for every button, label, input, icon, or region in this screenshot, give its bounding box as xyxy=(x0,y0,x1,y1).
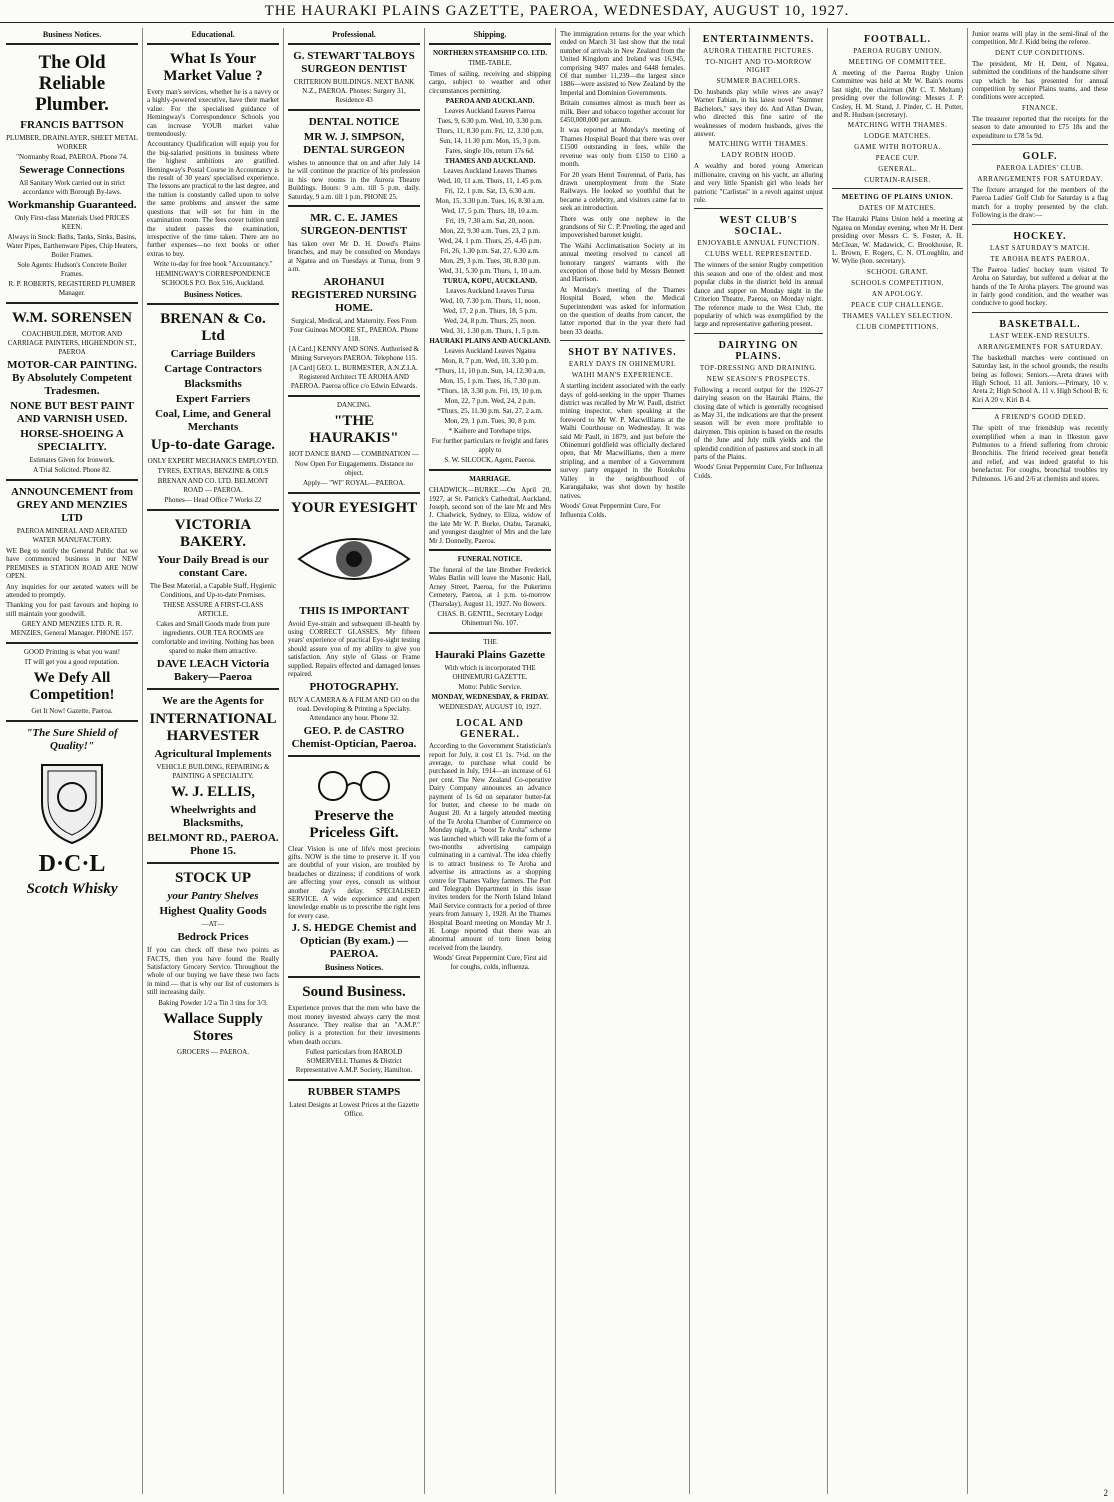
finance-body: The treasurer reported that the receipts for the season to date amounted to £75 18s and the expenditure to £78 5s 9d. xyxy=(972,114,1108,140)
workmanship: Workmanship Guaranteed. xyxy=(7,199,137,211)
hp-row: *Thurs, 11, 10 p.m. Sun, 14, 12.30 a.m. xyxy=(434,367,546,376)
james: MR. C. E. JAMES SURGEON-DENTIST xyxy=(300,212,408,238)
timetable: TIME-TABLE. xyxy=(468,59,512,67)
lady-body: A wealthy and bored young American millionaire, craving on his yacht, an alluring and very little Spanish girl who leads her patriotic "Carlistas" in a revolt against unjust rule. xyxy=(694,162,823,205)
hp-row: * Kaihere and Torehape trips. xyxy=(448,427,532,436)
the-label: THE xyxy=(483,638,497,647)
henri: For 20 years Henri Tourennal, of Paris, has drawn unemployment from the State Railways. He looked so youthful that he became a celebrity, and visitors came far to seek an introduction. xyxy=(560,170,685,213)
section-header: Shipping. xyxy=(473,30,507,39)
turua-row: Wed, 17, 2 p.m. Thurs, 18, 5 p.m. xyxy=(443,307,537,316)
section-header: Business Notices. xyxy=(183,290,243,300)
these-assure: THESE ASSURE A FIRST-CLASS ARTICLE. xyxy=(162,601,264,619)
plumber-address: "Normanby Road, PAEROA. Phone 74. xyxy=(16,153,128,161)
hot-dance: HOT DANCE BAND — COMBINATION — xyxy=(289,449,419,458)
hp-row: Mon, 8, 7 p.m. Wed, 10, 3.30 p.m. xyxy=(441,357,539,366)
camera: BUY A CAMERA & A FILM AND GO on the road. Developing & Printing a Specialty. Attendance any hour. Phone 32. xyxy=(288,695,420,722)
photography: PHOTOGRAPHY. xyxy=(309,680,399,693)
turua-row: Leaves Auckland Leaves Turua xyxy=(445,287,535,296)
roberts: R. P. ROBERTS, REGISTERED PLUMBER Manager. xyxy=(8,280,136,297)
good-printing: GOOD Printing is what you want! xyxy=(23,648,121,657)
peace-challenge: PEACE CUP CHALLENGE. xyxy=(851,300,944,309)
leach: DAVE LEACH Victoria Bakery—Paeroa xyxy=(156,658,270,684)
ta-row: Fri, 12, 1 p.m. Sat, 13, 6.30 a.m. xyxy=(444,187,536,196)
sewerage-heading: Sewerage Connections xyxy=(19,164,125,176)
column-4 xyxy=(425,28,556,1494)
last-saturday: LAST SATURDAY'S MATCH. xyxy=(990,243,1090,252)
we-beg: WE Beg to notify the General Public that we have commenced business in our NEW PREMISES in STATION ROAD ARE NOW OPEN. xyxy=(6,547,138,581)
grocers: GROCERS — PAEROA. xyxy=(177,1047,249,1056)
only-expert: ONLY EXPERT MECHANICS EMPLOYED. xyxy=(147,457,279,466)
ta-row: Mon, 22, 9.30 a.m. Tues, 23, 2 p.m. xyxy=(440,227,540,236)
james-body: has taken over Mr D. H. Dowd's Plains branches, and may be consulted on Mondays at Ngatea and on Tuesdays at Turua, from 9 a.m. xyxy=(288,240,420,274)
dent-cup: DENT CUP CONDITIONS. xyxy=(995,48,1085,57)
date: WEDNESDAY, AUGUST 10, 1927. xyxy=(438,703,542,712)
peppermint: Woods' Great Peppermint Cure, For Influenza Colds. xyxy=(694,463,823,481)
summer-bachelors: SUMMER BACHELORS. xyxy=(716,77,801,85)
somervell: Fullest particulars from HAROLD SOMERVELL Thames & District Representative A.M.P. Society, Hamilton. xyxy=(295,1048,413,1075)
important-body: Avoid Eye-strain and subsequent ill-health by using CORRECT GLASSES. My fifteen years' experience of practical Eye-sight testing should assure you of my ability to give you satisfaction. Any style of Glass or Frame supplied. Repairs effected and damaged lenses repaired. xyxy=(288,619,420,679)
peace: PEACE CUP. xyxy=(875,154,920,163)
dates: DATES OF MATCHES. xyxy=(858,204,937,213)
rotorua: GAME WITH ROTORUA. xyxy=(854,143,941,152)
brenan-title: BRENAN & Co. Ltd xyxy=(160,311,266,345)
wallace: Wallace Supply Stores xyxy=(163,1010,263,1044)
masthead: THE HAURAKI PLAINS GAZETTE, PAEROA, WEDNESDAY, AUGUST 10, 1927. xyxy=(0,0,1114,23)
plumber-name: FRANCIS BATTSON xyxy=(20,119,124,131)
ta-row: Wed, 10, 11 a.m. Thurs, 11, 1.45 p.m. xyxy=(437,177,543,186)
club-competitions: CLUB COMPETITIONS. xyxy=(856,322,939,331)
further: For further particulars re freight and fares apply to xyxy=(431,437,549,455)
hp-row: Mon, 22, 7 p.m. Wed, 24, 2 p.m. xyxy=(444,397,536,406)
britain: Britain consumes almost as much beer as milk. Beer and tobacco together account for £450,000,000 per annum. xyxy=(560,99,685,125)
dcl-logo: D·C·L xyxy=(38,851,106,878)
sound-business: Sound Business. xyxy=(302,984,406,1001)
golf: GOLF. xyxy=(1022,151,1058,163)
page-number: 2 xyxy=(1103,1488,1108,1498)
talboys: G. STEWART TALBOYS SURGEON DENTIST xyxy=(293,50,415,75)
pa-row: Fares, single 10s, return 17s 6d. xyxy=(445,147,535,156)
funeral: FUNERAL NOTICE. xyxy=(457,555,523,564)
ta-head: THAMES AND AUCKLAND. xyxy=(444,157,536,166)
bedrock: Bedrock Prices xyxy=(177,931,249,944)
section-header: Business Notices. xyxy=(42,30,102,39)
at-label: —AT— xyxy=(201,920,225,929)
brenan-phones: Phones— Head Office 7 Works 22 xyxy=(164,496,262,505)
enjoyable: ENJOYABLE ANNUAL FUNCTION. xyxy=(697,239,820,248)
trial: A Trial Solicited. Phone 82. xyxy=(33,466,111,474)
motorcar: MOTOR-CAR PAINTING. By Absolutely Competent Tradesmen. xyxy=(7,359,137,397)
weekend-results: LAST WEEK-END RESULTS. xyxy=(989,331,1091,340)
arohanui-body: Surgical, Medical, and Maternity. Fees From Four Guineas MOORE ST., PAEROA. Phone 118. xyxy=(290,316,418,343)
hedge: J. S. HEDGE Chemist and Optician (By exam.) — PAEROA. xyxy=(291,922,417,961)
hp-head: HAURAKI PLAINS AND AUCKLAND. xyxy=(429,337,551,346)
marriage: MARRIAGE. xyxy=(469,475,511,484)
estimates: Estimates Given for Ironwork. xyxy=(29,456,115,464)
hockey-body: The Paeroa ladies' hockey team visited Te Aroha on Saturday, but suffered a defeat at the hands of the Te Aroha players. The ground was in fairly good condition, and the weather was conducive to good hockey. xyxy=(972,265,1108,308)
vehicle-building: VEHICLE BUILDING, REPAIRING & PAINTING A SPECIALITY. xyxy=(156,763,270,781)
plumber-title: The Old Reliable Plumber. xyxy=(35,52,109,115)
turua-row: Wed, 24, 8 p.m. Thurs, 25, noon. xyxy=(443,317,537,326)
basketball: BASKETBALL. xyxy=(999,318,1081,330)
hp-row: Mon, 15, 1 p.m. Tues, 16, 7.30 p.m. xyxy=(439,377,541,386)
gazette-title: Hauraki Plains Gazette xyxy=(435,649,545,662)
friend-deed: A FRIEND'S GOOD DEED. xyxy=(994,413,1086,422)
ta-row: Wed, 31, 5.30 p.m. Thurs, 1, 10 a.m. xyxy=(438,267,542,276)
general: GENERAL. xyxy=(878,165,917,174)
tonight: TO-NIGHT AND TO-MORROW NIGHT xyxy=(705,58,812,74)
rubber-body: Latest Designs at Lowest Prices at the Gazette Office. xyxy=(289,1101,419,1119)
thanking: Thanking you for past favours and hoping to still maintain your goodwill. xyxy=(6,601,138,618)
ta-row: Fri, 19, 7.30 a.m. Sat, 20, noon. xyxy=(445,217,535,226)
get-it-now: Get It Now! Gazette, Paeroa. xyxy=(31,707,113,716)
lodge: LODGE MATCHES. xyxy=(864,132,931,141)
shot-body: A startling incident associated with the early days of gold-seeking in the upper Thames district was recalled by Mr W. Paull, district mining inspector, when speaking at the foreword to Mr W. P. Macwilliams at the Waihi Courthouse on Wednesday. It was said Mr Paull, in 1879, and just before the Ohinemuri goldfield was officially declared open, that Mr Macwilliams, then a mere stripling, and a member of a Government survey party engaged in the Rotokohu Valley in the neighbourhood of Karangahake, was shot down by hostile natives. xyxy=(560,382,685,500)
committee-body: A meeting of the Paeroa Rugby Union Committee was held at Mr W. Bain's rooms last night, the chairman (Mr C. T. Meltam) presiding over the following: Messrs J. P. Cosley, H. M. Stand, J. Pinder, C. H. Potter, and R. Hudson (secretary). xyxy=(832,69,963,120)
aurora: AURORA THEATRE PICTURES. xyxy=(703,47,814,55)
pantry: your Pantry Shelves xyxy=(167,890,259,903)
pa-head: PAEROA AND AUCKLAND. xyxy=(445,97,535,106)
dairying: DAIRYING ON PLAINS. xyxy=(718,339,799,362)
entertainments: ENTERTAINMENTS. xyxy=(702,34,815,45)
dancing: DANCING. xyxy=(336,400,372,409)
gentil: CHAS. B. GENTIL, Secretary Lodge Ohinemuri No. 107. xyxy=(437,610,543,628)
arrangements-saturday: ARRANGEMENTS FOR SATURDAY. xyxy=(977,342,1103,351)
cakes: Cakes and Small Goods made from pure ingredients. OUR TEA ROOMS are comfortable and inviting. Nothing has been spared to make them attractive. xyxy=(152,620,274,656)
shot-by-natives: SHOT BY NATIVES. xyxy=(568,347,677,359)
pa-row: Tues, 9, 6.30 p.m. Wed, 10, 3.30 p.m. xyxy=(437,117,543,126)
apology: AN APOLOGY. xyxy=(871,289,924,298)
ta-row: Mon, 15, 3.30 p.m. Tues, 16, 8.30 a.m. xyxy=(435,197,545,206)
nephew: There was only one nephew in the grandsons of Sir C. P. Preeling, the aged and impoverished baronet knight. xyxy=(560,214,685,240)
ta-row: Fri, 26, 1.30 p.m. Sat, 27, 6.30 a.m. xyxy=(440,247,540,256)
steamship: NORTHERN STEAMSHIP CO. LTD. xyxy=(432,49,548,57)
sewerage-body: All Sanitary Work carried out in strict accordance with Borough By-laws. xyxy=(19,179,125,196)
ta-row: Wed, 24, 1 p.m. Thurs, 25, 4.45 p.m. xyxy=(438,237,542,246)
important: THIS IS IMPORTANT xyxy=(299,604,409,617)
card-burmester: [A Card] GEO. L. BURMESTER, A.N.Z.I.A. Registered Architect TE AROHA AND PAEROA. Paeroa office c/o Edwin Edwards. xyxy=(290,363,418,390)
pa-row: Sun, 14, 11.30 p.m. Mon, 15, 3 p.m. xyxy=(439,137,541,146)
dental-notice: DENTAL NOTICE xyxy=(308,116,400,128)
stock: Always in Stock: Baths, Tanks, Sinks, Basins, Water Pipes, Earthenware Pipes, Chip Heaters, Boiler Frames. xyxy=(6,233,138,259)
early-days: EARLY DAYS IN OHINEMURI. xyxy=(568,360,677,369)
friend-body: The spirit of true friendship was recently exemplified when a man in Ilkeston gave Pulmonos to a friend suffering from chronic Bronchitis. The friend received great benefit and relief, and was indeed grateful to his benefactor. For coughs, bronchial troubles try Pulmonos. 1/6 and 2/6 at chemists and stores. xyxy=(972,424,1108,483)
plains-union: MEETING OF PLAINS UNION. xyxy=(841,193,954,202)
turua-head: TURUA, KOPU, AUCKLAND. xyxy=(443,277,537,286)
defy-competition: We Defy All Competition! xyxy=(29,670,115,704)
shield-emblem-icon xyxy=(32,757,112,847)
te-aroha-beats: TE AROHA BEATS PAEROA. xyxy=(990,254,1090,263)
sorensen-trade: COACHBUILDER, MOTOR AND CARRIAGE PAINTERS, HIGHENDON ST., PAEROA xyxy=(7,330,137,356)
highest-quality: Highest Quality Goods xyxy=(159,905,267,918)
sure-shield: "The Sure Shield of Quality!" xyxy=(26,727,118,753)
column-3 xyxy=(284,28,425,1494)
hockey: HOCKEY. xyxy=(1013,230,1067,242)
new-season: NEW SEASON'S PROSPECTS. xyxy=(706,374,811,383)
international-harvester: INTERNATIONAL HARVESTER xyxy=(149,711,277,745)
victoria-bakery: VICTORIA BAKERY. xyxy=(174,517,252,551)
sole-agents: Sole Agents: Hudson's Concrete Boiler Frames. xyxy=(17,261,127,278)
west-club: WEST CLUB'S SOCIAL. xyxy=(719,215,798,238)
ellis: W. J. ELLIS, xyxy=(170,784,256,801)
none-but: NONE BUT BEST PAINT AND VARNISH USED. xyxy=(10,400,134,425)
eyesight: YOUR EYESIGHT xyxy=(290,499,418,516)
inquiries: Any inquiries for our aerated waters will be attended to promptly. xyxy=(6,582,138,600)
wheelwrights: Wheelwrights and Blacksmiths, xyxy=(170,804,256,830)
dent-body: The president, Mr H. Dent, of Ngatea, submitted the conditions of the handsome silver cup which he has presented for annual competition by senior Plains teams, and these conditions were accepted. xyxy=(972,59,1108,102)
prices: Only First-class Materials Used PRICES KEEN. xyxy=(14,214,130,231)
pa-row: Leaves Auckland Leaves Paeroa xyxy=(444,107,536,116)
hp-row: *Thurs, 25, 11.30 p.m. Sat, 27, 2 a.m. xyxy=(437,407,543,416)
preserve-body: Clear Vision is one of life's most precious gifts. NOW is the time to preserve it. If you are doubtful of your vision, are troubled by headaches or dizziness; if conditions of work are affecting your eyes, consult us without another day's delay. SPECIALISED SERVICE. A wide experience and expert knowledge enable us to prescribe the right lens for every case. xyxy=(288,844,420,920)
mineral-water: PAEROA MINERAL AND AERATED WATER MANUFACTORY. xyxy=(16,527,128,544)
arrangements: ARRANGEMENTS FOR SATURDAY. xyxy=(977,175,1103,184)
apply-royal: Apply— "WI" ROYAL—PAEROA. xyxy=(302,478,406,487)
local-general: LOCAL AND GENERAL. xyxy=(456,718,524,741)
junior: Junior teams will play in the semi-final of the competition, Mr J. Kidd being the referee. xyxy=(972,30,1108,47)
column-7 xyxy=(828,28,968,1494)
arohanui: AROHANUI REGISTERED NURSING HOME. xyxy=(291,275,417,314)
write-today: Write to-day for free book "Accountancy." xyxy=(153,260,273,269)
column-5 xyxy=(556,28,690,1494)
criterion: CRITERION BUILDINGS. NEXT BANK N.Z., PAEROA. Phones: Surgery 31, Residence 43 xyxy=(293,78,415,104)
social-body: The winners of the senior Rugby competition this season and one of the oldest and most popular clubs in the district held its annual dance and supper on Monday night in the Criterion Theatre, Paeroa, on Monday night. The reference made to the West Club, the popularity of which was exemplified by the large and representative gathering present. xyxy=(694,261,823,329)
castro: GEO. P. de CASTRO Chemist-Optician, Paeroa. xyxy=(291,724,417,750)
top-dressing: TOP-DRESSING AND DRAINING. xyxy=(699,363,818,372)
peppermint: Woods' Great Peppermint Cure, First aid for coughs, colds, influenza. xyxy=(433,954,547,972)
brenan-item: Coal, Lime, and General Merchants xyxy=(155,408,271,434)
natching: MATCHING WITH THAMES. xyxy=(708,140,809,149)
school-grant: SCHOOL GRANT. xyxy=(866,267,929,276)
brenan-address: BRENAN AND CO. LTD. BELMONT ROAD — PAEROA. xyxy=(157,477,269,495)
waihi-experience: WAIHI MAN'S EXPERIENCE. xyxy=(571,371,674,380)
simpson: MR W. J. SIMPSON, DENTAL SURGEON xyxy=(303,131,405,156)
curtain: CURTAIN-RAISER. xyxy=(864,176,931,185)
pa-row: Thurs, 11, 8.30 p.m. Fri, 12, 3.30 p.m. xyxy=(436,127,544,136)
simpson-body: wishes to announce that on and after July 14 he will continue the practice of his profession in his new rooms in the Aurora Theatre Buildings. Hours: 9 a.m. till 5 p.m. daily. Saturday, 9 a.m. till 1 p.m. PHONE 25. xyxy=(288,159,420,201)
summer-body: Do husbands play while wives are away? Warner Fabian, in his latest novel "Summer Bachelors," says they do. And Allan Dwan, who directed this fine satire of the weaknesses of modern husbands, gives the answer. xyxy=(694,88,823,139)
preserve: Preserve the Priceless Gift. xyxy=(309,807,399,841)
baking-powder: Baking Powder 1/2 a Tin 3 tins for 3/3. xyxy=(158,998,268,1007)
turua-row: Wed, 31, 1.30 p.m. Thurs, 1, 5 p.m. xyxy=(440,327,540,336)
peppermint: Woods' Great Peppermint Cure, For Influenza Colds. xyxy=(560,501,661,519)
grey-menzies-signoff: GREY AND MENZIES LTD. R. R. MENZIES, General Manager. PHONE 157. xyxy=(10,620,134,638)
accountancy-body: Accountancy Qualification will equip you for the big-salaried positions in business where the highest ambitions are gratified. Hemingway's Postal Course in Accountancy is the result of 30 years' specialised experience. The lessons are practical to the last degree, and the tuition is constantly called upon to solve the same problems and answer the same questions that will set for him in the examination room. The fees cover tuition until the student passes the examination, irrespective of the time taken. There are no further expenses—no text books or other extras to buy. xyxy=(147,140,279,258)
check-facts: If you can check off these two points as FACTS, then you have found the Really Satisfactory Grocery Service. Throughout the whole of our buying we have these two facts in mind — that is why our list of customers is still increasing daily. xyxy=(147,946,279,997)
brenan-item: Cartage Contractors xyxy=(164,363,262,376)
ta-row: Wed, 17, 5 p.m. Thurs, 18, 10 a.m. xyxy=(441,207,539,216)
announcement: ANNOUNCEMENT from GREY AND MENZIES LTD xyxy=(10,486,134,524)
good-reputation: IT will get you a good reputation. xyxy=(24,658,120,667)
market-body: Every man's services, whether he is a navvy or a highly-powered executive, have their market value. For the specialised guidance of Hemingway's Correspondence Schools you can increase YOUR market value tremendously. xyxy=(147,88,279,139)
silcock: S. W. SILCOCK, Agent, Paeroa. xyxy=(444,456,536,465)
hemingway: HEMINGWAY'S CORRESPONDENCE SCHOOLS P.O. Box 516, Auckland. xyxy=(155,270,271,288)
garage: Up-to-date Garage. xyxy=(150,437,276,454)
football: FOOTBALL. xyxy=(863,34,932,45)
valley-selection: THAMES VALLEY SELECTION. xyxy=(842,311,953,320)
paeroa-rugby: PAEROA RUGBY UNION. xyxy=(853,47,942,55)
ladies-club: PAEROA LADIES' CLUB. xyxy=(996,164,1084,173)
haurakis: "THE HAURAKIS" xyxy=(309,412,399,446)
best-material: The Best Material, a Capable Staff, Hygienic Conditions, and Up-to-date Premises. xyxy=(149,582,277,600)
brenan-item: Carriage Builders xyxy=(170,348,256,361)
hp-row: *Thurs, 18, 3.30 p.m. Fri, 19, 10 p.m. xyxy=(437,387,543,396)
spectacles-icon xyxy=(309,764,399,804)
belmont: BELMONT RD., PAEROA. Phone 15. xyxy=(147,832,279,858)
ta-row: Leaves Auckland Leaves Thames xyxy=(443,167,537,176)
column-6 xyxy=(690,28,828,1494)
local-body: According to the Government Statistician's report for July, it cost £1 1s. 7½d. on the average, to purchase what could be purchased in July, 1914—an increase of 61 per cent. The New Zealand Co-operative Dairy Company announces an advance payment of 1s 6d on separator butter-fat for butter, and cheese to be made on August 20. At a largely attended meeting of the Te Aroha Chamber of Commerce on Monday night, a "boost Te Aroha" scheme was launched which will take the form of a two-months advertising campaign culminating in a carnival. The idea chiefly is to attract business to Te Aroha and advertise its attractions as a shopping centre for Thames Valley farmers. The Port and Telegraph Department in this issue invites tenders for the North Island Inland Mail Service contracts for a period of three years from January 1, 1928. At the Thames Hospital Board meeting on Monday Mr J. H. Longe reported that there was an abnormal amount of torn linen being received from the laundry. xyxy=(429,742,551,952)
hp-row: Leaves Auckland Leaves Ngatea xyxy=(444,347,536,356)
stock-up: STOCK UP xyxy=(175,870,251,887)
incorporated: With which is incorporated THE OHINEMURI GAZETTE. xyxy=(444,664,536,682)
basket-body: The basketball matches were continued on Saturday last, in the school grounds, the results being as follows: Seniors.—Areta draws with High School, 11 all. Juniors.—Primary, 10 v. Areta 2; High School A. 11 v. High School B; 6; Kiri A 20 v. Kiri B 4. xyxy=(972,353,1108,404)
marriage-body: CHADWICK—BURKE.—On April 20, 1927, at St. Patrick's Cathedral, Auckland, Joseph, second son of the late Mr and Mrs J. Chadwick, Sydney, to Eliza, widow of the late Mr W. P. Burke, Otahu, Taranaki, and youngest daughter of Mrs and the late Mr J. Donnelly, Paeroa. xyxy=(429,486,551,545)
monday: At Monday's meeting of the Thames Hospital Board, when the Medical Superintendent was asked for information on the question of deaths from cancer, the latter reported that in the year there had been 33 deaths. xyxy=(560,285,685,336)
golf-body: The fixture arranged for the members of the Paeroa Ladies' Golf Club for Saturday is a flag match for a trophy presented by the club. Following is the draw:— xyxy=(972,186,1108,220)
brenan-item: Expert Farriers xyxy=(175,393,251,406)
tyres: TYRES, EXTRAS, BENZINE & OILS xyxy=(157,467,269,476)
section-header: Business Notices. xyxy=(324,963,384,973)
horse-shoeing: HORSE-SHOEING A SPECIALITY. xyxy=(20,428,124,453)
section-header: Professional. xyxy=(332,30,376,39)
lady-robin: LADY ROBIN HOOD. xyxy=(721,151,796,160)
clubs-well: CLUBS WELL REPRESENTED. xyxy=(705,250,812,259)
thames-meeting: It was reported at Monday's meeting of Thames Hospital Board that there was over £1500 outstanding in fees, while the revenue was only from £150 to £160 a month. xyxy=(560,126,685,169)
ta-row: Mon, 29, 3 p.m. Tues, 30, 8.30 p.m. xyxy=(439,257,541,266)
sorensen-title: W.M. SORENSEN xyxy=(12,310,132,326)
finance: FINANCE. xyxy=(1021,103,1059,112)
section-header: Educational. xyxy=(191,30,235,39)
plains-body: The Hauraki Plains Union held a meeting at Ngatea on Monday evening, when Mr H. Dent presiding over Messrs C. S. Foster, A. H. McClean, W. Madawick, C. Brookhouse, R. L. Brown, F. Rogers, C. N. O'Loughlin, and W. Wylie (hon. secretary). xyxy=(832,215,963,266)
immigration: The immigration returns for the year which ended on March 31 last show that the total number of arrivals in New Zealand from the United Kingdom and Ireland was 16,945, comprising 9497 males and 6448 females. Of that number 11,239—the largest since 1886—were assisted to New Zealand by the Imperial and Dominion Governments. xyxy=(560,30,685,97)
scotch-whisky: Scotch Whisky xyxy=(26,881,118,898)
turua-row: Wed, 10, 7.30 p.m. Thurs, 11, noon. xyxy=(439,297,541,306)
column-2 xyxy=(143,28,284,1494)
column-8 xyxy=(968,28,1112,1494)
column-1 xyxy=(2,28,143,1494)
schools-competition: SCHOOLS COMPETITION. xyxy=(851,278,944,287)
card-kenny: [A Card.] KENNY AND SONS. Authorised & Mining Surveyors PAEROA. Telephone 115. xyxy=(288,344,420,362)
daily-bread: Your Daily Bread is our constant Care. xyxy=(157,554,269,580)
brenan-item: Blacksmiths xyxy=(184,378,242,391)
committee: MEETING OF COMMITTEE. xyxy=(848,58,947,66)
days: MONDAY, WEDNESDAY, & FRIDAY. xyxy=(431,693,549,702)
hp-row: Mon, 29, 1 p.m. Tues, 30, 8 p.m. xyxy=(444,417,536,426)
natching: MATCHING WITH THAMES. xyxy=(847,121,948,130)
motto: Motto: Public Service. xyxy=(458,683,522,692)
engagements: Now Open For Engagements. Distance no object. xyxy=(294,459,414,477)
implements: Agricultural Implements xyxy=(154,748,272,761)
funeral-body: The funeral of the late Brother Frederick Wales Batlin will leave the Masonic Hall, Arney Street, Paeroa, for the Pukerimu Cemetery, Paeroa, at 1 p.m. to-morrow (Thursday), August 11, 1927. No flowers. xyxy=(429,566,551,608)
sound-body: Experience proves that the men who have the most money invested always carry the most Assurance. They realise that an "A.M.P." policy is a protection for their investments when death occurs. xyxy=(288,1004,420,1046)
times: Times of sailing, receiving and shipping cargo, subject to weather and other circumstances permitting. xyxy=(429,70,551,95)
eye-icon xyxy=(294,524,414,594)
market-value-title: What Is Your Market Value ? xyxy=(163,51,263,84)
dairy-body: Following a record output for the 1926-27 dairying season on the Hauraki Plains, the closing date of which is generally recognised as May 31, the indications are that the present season will be even more profitable to dairymen. This opinion is based on the results of the June and July milk yields and the splendid condition of pastures and stock in all parts of the Plains. xyxy=(694,385,823,461)
waihi: The Waihi Acclimatisation Society at its annual meeting resolved to cancel all honorary rangers' warrants with the exception of those held by Messrs Bennett and Harrison. xyxy=(560,241,685,284)
plumber-trade: PLUMBER, DRAINLAYER, SHEET METAL WORKER xyxy=(6,134,138,151)
agents-for: We are the Agents for xyxy=(162,695,264,708)
rubber-stamps: RUBBER STAMPS xyxy=(307,1086,401,1099)
